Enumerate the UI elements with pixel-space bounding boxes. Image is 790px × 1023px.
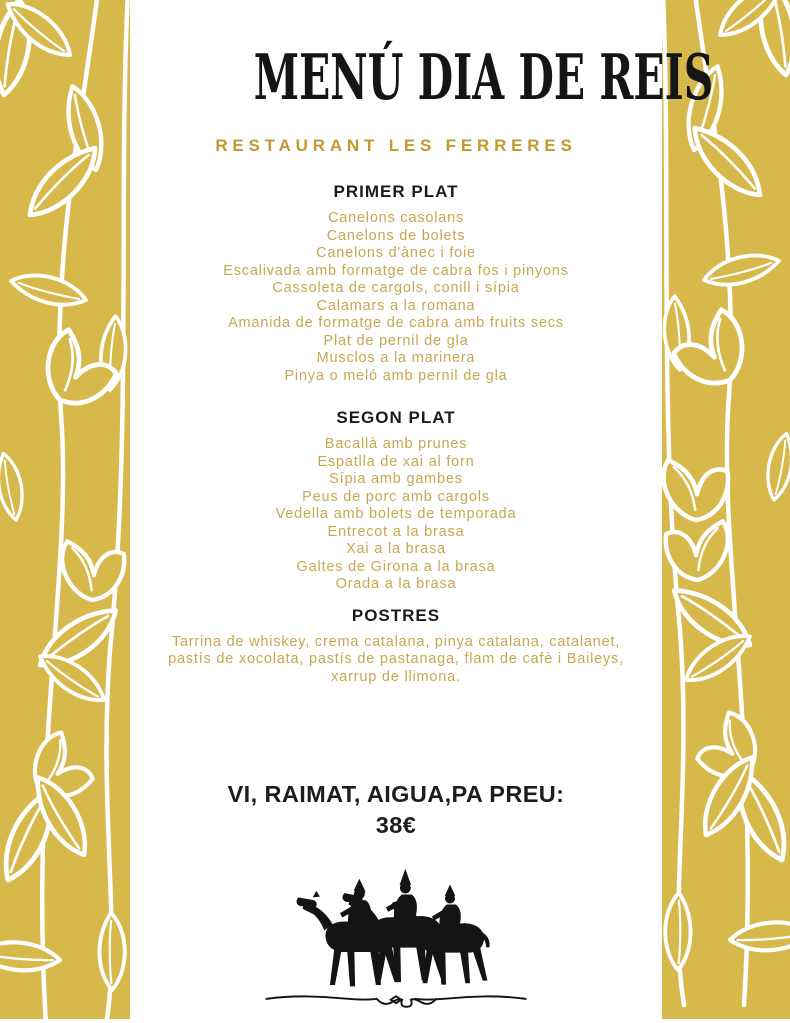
restaurant-name: RESTAURANT LES FERRERES [215, 136, 577, 155]
primer-plat-list [130, 210, 662, 385]
menu-item: Canelons d'ànec i foie [316, 245, 476, 261]
menu-item: Escalivada amb formatge de cabra fos i pinyons [223, 262, 569, 279]
postres-description: Tarrina de whiskey, crema catalana, pinya catalana, catalanet, pastís de xocolata, pastís de pastanaga, flam de cafè i Baileys, xarrup de llimona. [168, 633, 624, 685]
menu-item: Espatlla de xai al forn [317, 453, 475, 470]
menu-item: Sípia amb gambes [329, 471, 463, 487]
menu-item: Canelons de bolets [326, 227, 466, 244]
menu-item: Plat de pernil de gla [323, 332, 469, 349]
menu-item: Musclos a la marinera [316, 350, 476, 366]
price-line: VI, RAIMAT, AIGUA,PA PREU: [227, 781, 565, 807]
segon-plat-list [130, 436, 662, 594]
menu-item: Bacallà amb prunes [324, 436, 468, 452]
floral-pattern-icon [662, 0, 790, 1019]
menu-item: Pinya o meló amb pernil de gla [284, 367, 508, 384]
right-floral-border [662, 0, 790, 1019]
menu-item: Galtes de Girona a la brasa [296, 558, 496, 575]
section-heading-segon-plat: SEGON PLAT [336, 408, 456, 427]
price-amount: 38€ [375, 812, 417, 838]
menu-content [130, 0, 714, 1019]
menu-item: Cassoleta de cargols, conill i sípia [272, 280, 520, 296]
menu-item: Vedella amb bolets de temporada [275, 506, 517, 522]
menu-item: Entrecot a la brasa [327, 523, 465, 540]
menu-item: Xai a la brasa [346, 541, 446, 557]
menu-item: Amanida de formatge de cabra amb fruits secs [228, 315, 564, 331]
menu-item: Calamars a la romana [316, 297, 476, 314]
left-floral-border [0, 0, 130, 1019]
price-block [130, 779, 662, 841]
menu-item: Canelons casolans [327, 210, 465, 226]
page-title: MENÚ DIA DE REIS [253, 40, 714, 114]
section-heading-primer-plat: PRIMER PLAT [333, 182, 459, 201]
floral-pattern-icon [0, 0, 130, 1019]
flourish-divider [266, 996, 525, 1007]
section-heading-postres: POSTRES [351, 605, 441, 625]
menu-item: Peus de porc amb cargols [302, 488, 490, 505]
three-kings-on-camels-icon [234, 857, 558, 1019]
menu-item: Orada a la brasa [335, 576, 457, 592]
